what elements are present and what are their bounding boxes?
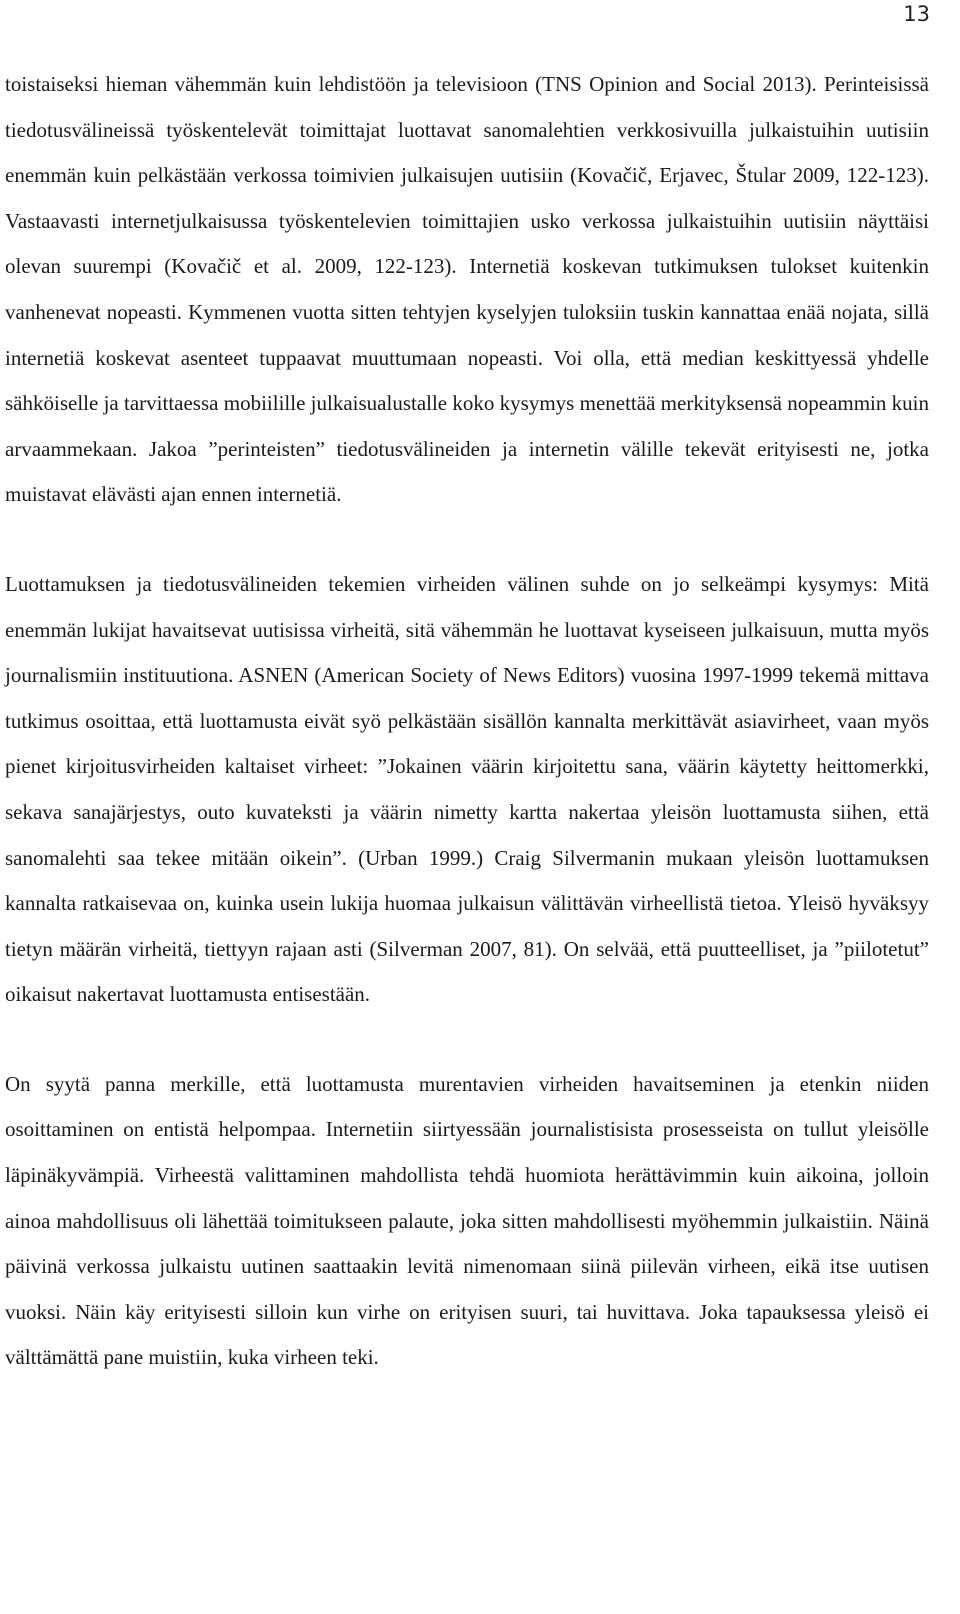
paragraph-3: On syytä panna merkille, että luottamusta murentavien virheiden havaitseminen ja etenkin niiden osoittaminen on entistä helpompaa. Internetiin siirtyessään journalistisista prosesseista on tullut yleisölle läpinäkyvämpiä. Virheestä valittaminen mahdollista tehdä huomiota herättävimmin kuin aikoina, jolloin ainoa mahdollisuus oli lähettää toimitukseen palaute, joka sitten mahdollisesti myöhemmin julkaistiin. Näinä päivinä verkossa julkaistu uutinen saattaakin levitä nimenomaan siinä piilevän virheen, eikä itse uutisen vuoksi. Näin käy erityisesti silloin kun virhe on erityisen suuri, tai huvittava. Joka tapauksessa yleisö ei välttämättä pane muistiin, kuka virheen teki. (5, 1071, 929, 1370)
paragraph-2: Luottamuksen ja tiedotusvälineiden tekemien virheiden välinen suhde on jo selkeämpi kysymys: Mitä enemmän lukijat havaitsevat uutisissa virheitä, sitä vähemmän he luottavat kyseiseen julkaisuun, mutta myös journalismiin instituutiona. ASNEN (American Society of News Editors) vuosina 1997-1999 tekemä mittava tutkimus osoittaa, että luottamusta eivät syö pelkästään sisällön kannalta merkittävät asiavirheet, vaan myös pienet kirjoitusvirheiden kaltaiset virheet: ”Jokainen väärin kirjoitettu sana, väärin käytetty heittomerkki, sekava sanajärjestys, outo kuvateksti ja väärin nimetty kartta nakertaa yleisön luottamusta siihen, että sanomalehti saa tekee mitään oikein”. (Urban 1999.) Craig Silvermanin mukaan yleisön luottamuksen kannalta ratkaisevaa on, kuinka usein lukija huomaa julkaisun välittävän virheellistä tietoa. Yleisö hyväksyy tietyn määrän virheitä, tiettyyn rajaan asti (Silverman 2007, 81). On selvää, että puutteelliset, ja ”piilotetut” oikaisut nakertavat luottamusta entisestään. (5, 571, 929, 1007)
paragraph-1: toistaiseksi hieman vähemmän kuin lehdistöön ja televisioon (TNS Opinion and Social 2013). Perinteisissä tiedotusvälineissä työskentelevät toimittajat luottavat sanomalehtien verkkosivuilla julkaistuihin uutisiin enemmän kuin pelkästään verkossa toimivien julkaisujen uutisiin (Kovačič, Erjavec, Štular 2009, 122-123). Vastaavasti internetjulkaisussa työskentelevien toimittajien usko verkossa julkaistuihin uutisiin näyttäisi olevan suurempi (Kovačič et al. 2009, 122-123). Internetiä koskevan tutkimuksen tulokset kuitenkin vanhenevat nopeasti. Kymmenen vuotta sitten tehtyjen kyselyjen tuloksiin tuskin kannattaa enää nojata, sillä internetiä koskevat asenteet tuppaavat muuttumaan nopeasti. Voi olla, että median keskittyessä yhdelle sähköiselle ja tarvittaessa mobiilille julkaisualustalle koko kysymys menettää merkityksensä nopeammin kuin arvaammekaan. Jakoa ”perinteisten” tiedotusvälineiden ja internetin välille tekevät erityisesti ne, jotka muistavat elävästi ajan ennen internetiä. (5, 72, 929, 507)
page-number: 13 (903, 2, 930, 26)
document-body (5, 62, 929, 1381)
